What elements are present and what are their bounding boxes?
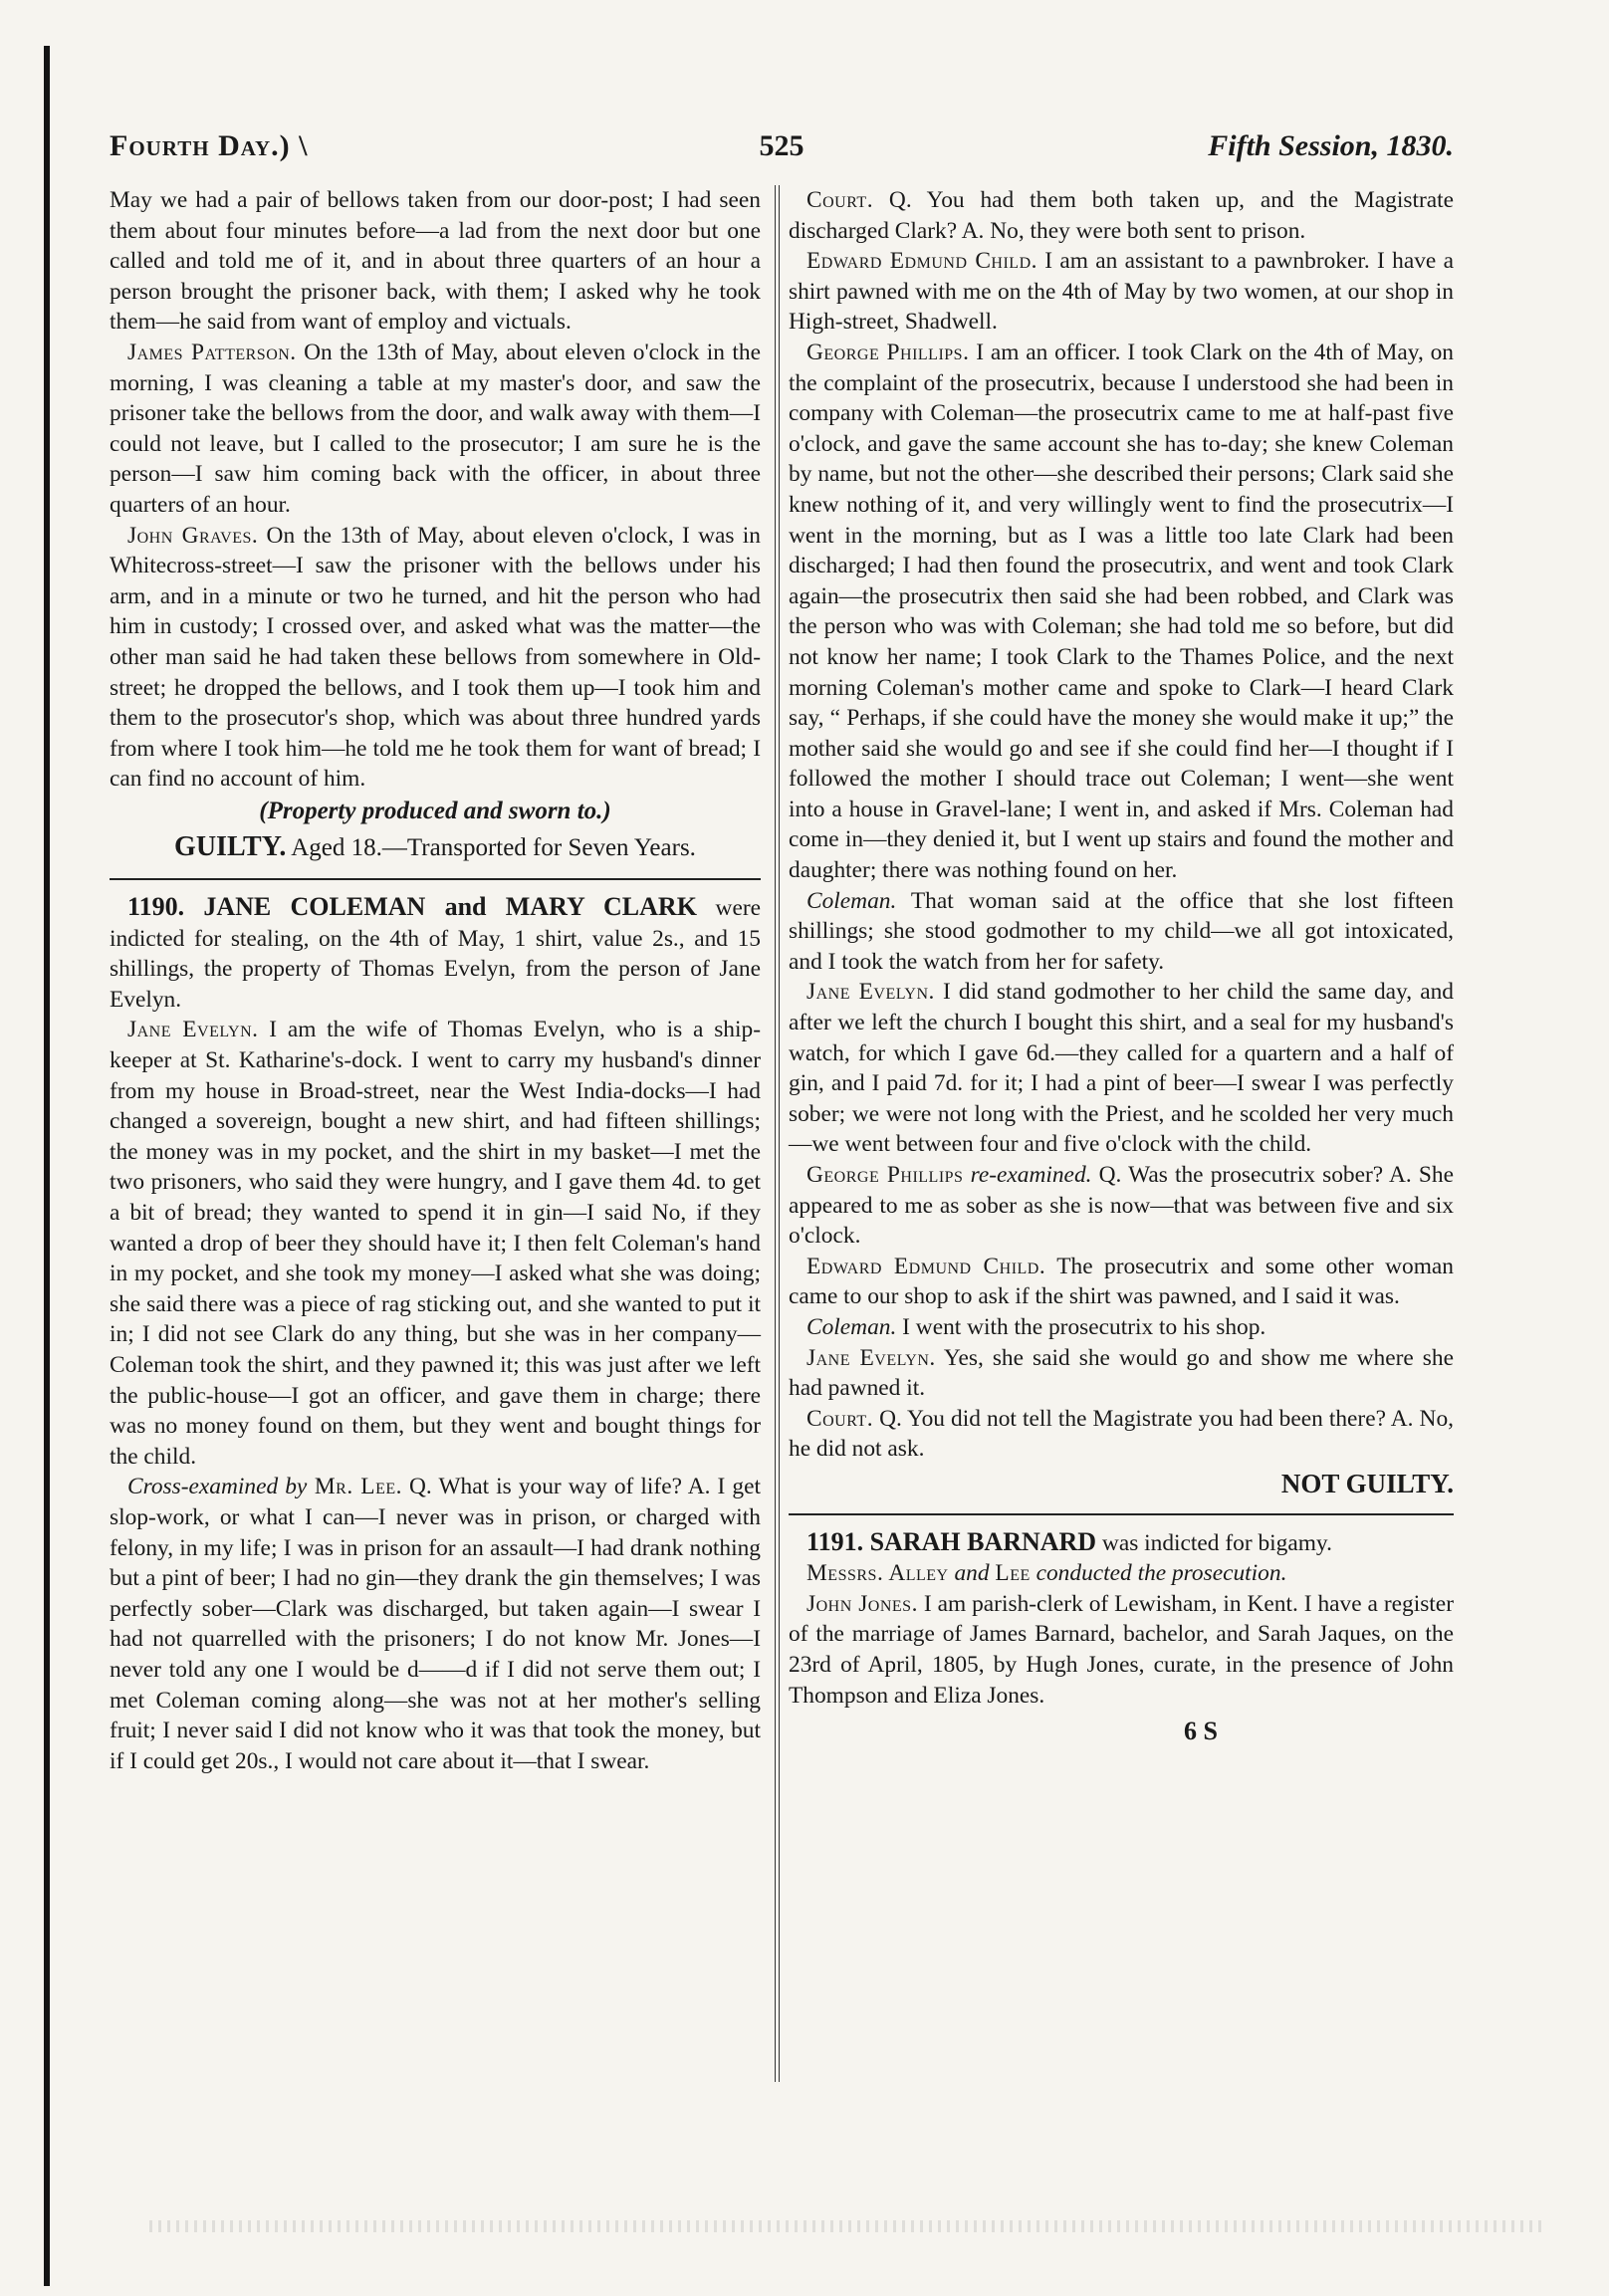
testimony-graves: John Graves. On the 13th of May, about eleven o'clock, I was in Whitecross-street—I saw the prisoner with the bellows under his arm, and in a minute or two he turned, and hit the person who had him in custody; I crossed over, and asked what was the matter—the other man said he had taken these bellows from somewhere in Old-street; he dropped the bellows, and I took them up—I took him and them to the prosecutor's shop, which was about three hundred yards from where I took him—he told me he took them for want of bread; I can find no account of him.	[110, 522, 761, 793]
verdict-guilty: GUILTY. Aged 18.—Transported for Seven Years.	[174, 831, 696, 863]
testimony-phillips: George Phillips. I am an officer. I took Clark on the 4th of May, on the complaint of the prosecutrix, because I understood she had been in company with Coleman—the prosecutrix came to me at half-past five o'clock, and gave the same account she has to-day; she knew Coleman by name, but not the other—she described their persons; Clark said she knew nothing of it, and very willingly went to find the prosecutrix—I went in the morning, but as I was a little too late Clark had been discharged; I had then found the prosecutrix, and went and took Clark again—the prosecutrix then said she had been robbed, and Clark was the person who was with Coleman; she had told me so before, but did not know her name; I took Clark to the Thames Police, and the next morning Coleman's mother came and spoke to Clark—I heard Clark say, “ Perhaps, if she could have the money she would make it up;” the mother said she would go and see if she could find her—I thought if I followed the mother I should trace out Coleman; I went—she went into a house in Gravel-lane; I went in, and asked if Mrs. Coleman had come in—they denied it, but I went up stairs and found the mother and daughter; there was nothing found on her.	[789, 339, 1454, 884]
speaker-name: John Graves.	[127, 522, 259, 549]
testimony-child-2: Edward Edmund Child. The prosecutrix and some other woman came to our shop to ask if the shirt was pawned, and I said it was.	[789, 1253, 1454, 1310]
property-note: (Property produced and sworn to.)	[259, 797, 611, 824]
counsel-note: Messrs. Alley and Lee conducted the prosecution.	[806, 1560, 1287, 1587]
testimony-patterson: James Patterson. On the 13th of May, about eleven o'clock in the morning, I was cleaning a table at my master's door, and saw the prisoner take the bellows from the door, and walk away with them—I could not leave, but I called to the prosecutor; I am sure he is the person—I saw him coming back with the officer, in about three quarters of an hour.	[110, 339, 761, 518]
left-column	[110, 185, 761, 1776]
testimony-jane-evelyn-2: Jane Evelyn. I did stand godmother to her child the same day, and after we left the church I bought this shirt, and a seal for my husband's watch, for which I gave 6d.—they called for a quartern and a half of gin, and I paid 7d. for it; I had a pint of beer—I swear I was perfectly sober; we were not long with the Priest, and he scolded her very much—we went between four and five o'clock with the child.	[789, 979, 1454, 1158]
right-column	[789, 185, 1454, 1747]
court-question-2: Court. Q. You did not tell the Magistrate you had been there? A. No, he did not ask.	[789, 1405, 1454, 1463]
case-divider	[789, 1513, 1454, 1515]
court-question: Court. Q. You had them both taken up, and the Magistrate discharged Clark? A. No, they were both sent to prison.	[789, 187, 1454, 244]
testimony-child: Edward Edmund Child. I am an assistant to a pawnbroker. I have a shirt pawned with me on the 4th of May by two women, at our shop in High-street, Shadwell.	[789, 248, 1454, 336]
cross-examination: Cross-examined by Mr. Lee. Q. What is your way of life? A. I get slop-work, or what I can—I never was in prison, or charged with felony, in my life; I was in prison for an assault—I had drank nothing but a pint of beer; I had no gin—they drank the gin themselves; I was perfectly sober—Clark was discharged, but taken again—I swear I had not quarrelled with the prisoners; I do not know Mr. Jones—I never told any one I would be d——d if I did not serve them out; I met Coleman coming along—she was not at her mother's selling fruit; I never said I did not know who it was that took the money, but if I could get 20s., I would not care about it—that I swear.	[110, 1474, 761, 1774]
page-number: 525	[759, 129, 804, 162]
page-edge-rule	[44, 46, 50, 2286]
testimony-jane-evelyn-3: Jane Evelyn. Yes, she said she would go and show me where she had pawned it.	[789, 1344, 1454, 1402]
testimony-jane-evelyn: Jane Evelyn. I am the wife of Thomas Evelyn, who is a ship-keeper at St. Katharine's-dock. I went to carry my husband's dinner from my house in Broad-street, near the West India-docks—I had changed a sovereign, bought a new shirt, and had fifteen shillings; the money was in my pocket, and the shirt in my basket—I met the two prisoners, who said they were hungry, and I gave them 4d. to get a bit of bread; they wanted to spend it in gin—I said No, if they wanted a drop of beer they should have it; I then felt Coleman's hand in my pocket, and she took my money—I asked what she was doing; she said there was a piece of rag sticking out, and she wanted to put it in; I did not see Clark do any thing, but she was in her company—Coleman took the shirt, and they pawned it; this was just after we left the public-house—I got an officer, and gave them in charge; there was no money found on them, but they went and bought things for the child.	[110, 1017, 761, 1470]
statement-coleman-2: Coleman. I went with the prosecutrix to his shop.	[806, 1313, 1266, 1340]
scan-artifact	[149, 2220, 1543, 2232]
running-header	[110, 129, 1454, 169]
reexamination-phillips: George Phillips re-examined. Q. Was the prosecutrix sober? A. She appeared to me as sober as she is now—that was between five and six o'clock.	[789, 1162, 1454, 1250]
paragraph: May we had a pair of bellows taken from our door-post; I had seen them about four minutes before—a lad from the next door but one called and told me of it, and in about three quarters of an hour a person brought the prisoner back, with them; I asked why he took them—he said from want of employ and victuals.	[110, 187, 761, 336]
speaker-name: Jane Evelyn.	[127, 1017, 259, 1043]
speaker-name: James Patterson.	[127, 339, 297, 365]
case-heading-1191: 1191. SARAH BARNARD was indicted for bigamy.	[806, 1526, 1332, 1556]
testimony-jones: John Jones. I am parish-clerk of Lewisham, in Kent. I have a register of the marriage of James Barnard, bachelor, and Sarah Jaques, on the 23rd of April, 1805, by Hugh Jones, curate, in the presence of John Thompson and Eliza Jones.	[789, 1590, 1454, 1709]
case-heading-1190: 1190. JANE COLEMAN and MARY CLARK were indicted for stealing, on the 4th of May, 1 shirt, value 2s., and 15 shillings, the property of Thomas Evelyn, from the person of Jane Evelyn.	[110, 892, 761, 1013]
catchword: 6 S	[1184, 1717, 1218, 1746]
header-day: Fourth Day.) \	[110, 129, 309, 162]
verdict-not-guilty: NOT GUILTY.	[1280, 1468, 1454, 1498]
case-divider	[110, 878, 761, 880]
statement-coleman: Coleman. That woman said at the office that she lost fifteen shillings; she stood godmother to my child—we all got intoxicated, and I took the watch from her for safety.	[789, 887, 1454, 975]
column-divider	[775, 185, 780, 2082]
header-session: Fifth Session, 1830.	[1208, 129, 1454, 162]
